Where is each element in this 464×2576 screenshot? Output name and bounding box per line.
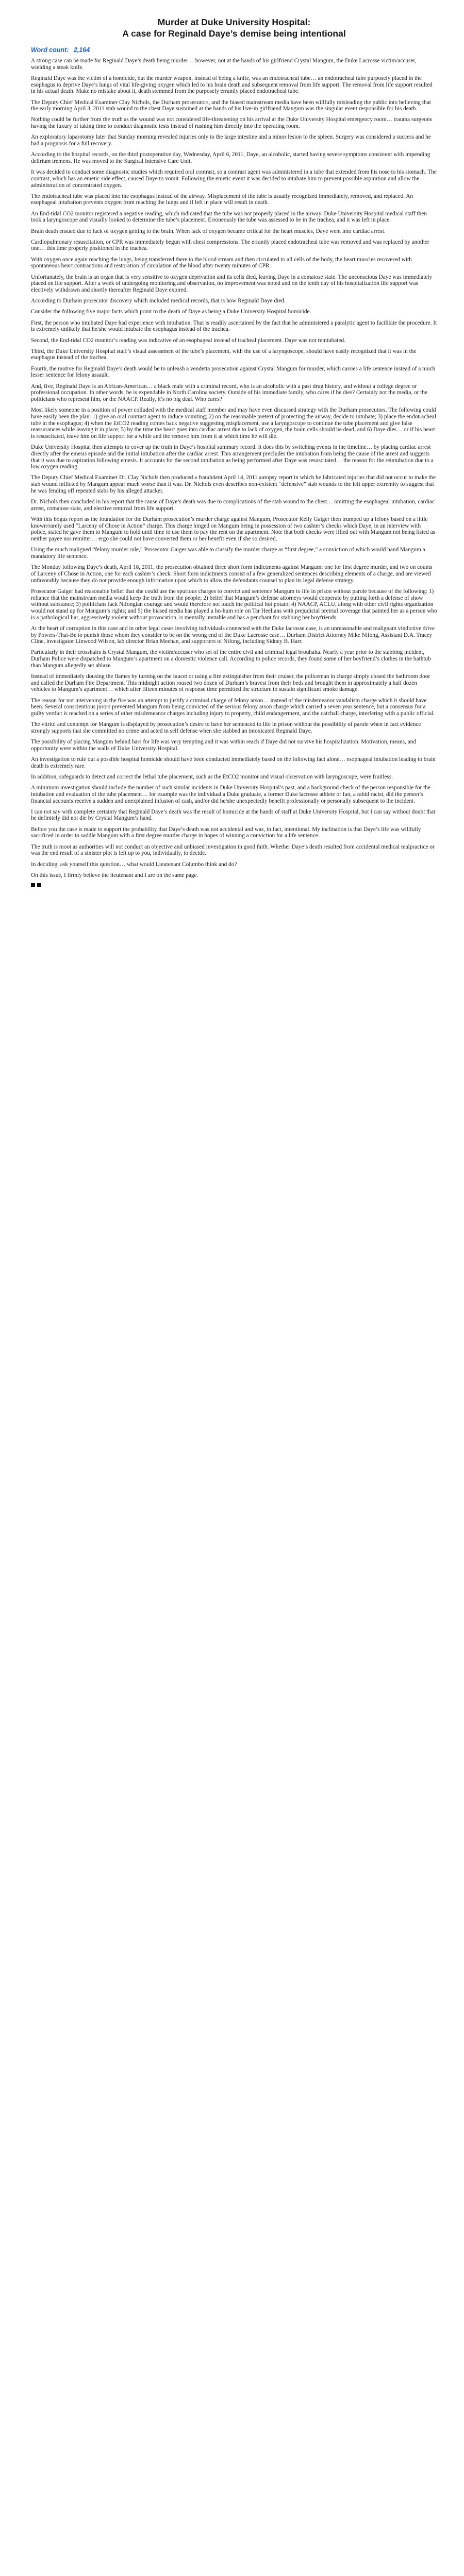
paragraph: On this issue, I firmly believe the lieutenant and I are on the same page. (31, 872, 198, 878)
paragraph: Duke University Hospital then attempts to cover up the truth in Daye’s hospital summary record. It does this by switching events in the timeline… by placing cardiac arrest directly after the emesis episode and the initial intubation after the cardiac arrest. This arrangement precludes the intubation from being the cause of the arrest and suggests that it was due to aspiration following emesis. It accounts for the second intubation as being performed after Daye was resuscitated… the reason for the reintubation due to a low oxygen reading. (31, 444, 434, 470)
document-title (31, 16, 437, 39)
paragraph: An exploratory laparotomy later that Sunday morning revealed injuries only to the large intestine and a minor lesion to the spleen. Surgery was considered a success and he had a prognosis for a full recovery. (31, 134, 431, 147)
paragraph: Second, the End-tidal CO2 monitor’s reading was indicative of an esophageal instead of tracheal placement. Daye was not reintubated. (31, 337, 345, 344)
paragraph: Cardiopulmonary resuscitation, or CPR was immediately begun with chest compressions. The errantly placed endotracheal tube was removed and was replaced by another one… this time properly positioned in the trachea. (31, 239, 429, 252)
paragraph: And, five, Reginald Daye is an African-American… a black male with a criminal record, who is an alcoholic with a past drug history, and without a college degree or professional occupation. In other words, he is expendable in North Carolina society. Outside of his immediate family, who cares if he dies? Certainly not the media, or the politicians who represent him, or the NAACP. Really, it’s no big deal. Who cares? (31, 383, 428, 402)
paragraph: The endotracheal tube was placed into the esophagus instead of the airway. Misplacement of the tube is usually recognized immediately, removed, and replaced. An esophageal intubation prevents oxygen from reaching the lungs and if left in place will result in death. (31, 193, 413, 206)
paragraph: The truth is moot as authorities will not conduct an objective and unbiased investigation in good faith. Whether Daye’s death resulted from accidental medical malpractice or was the end result of a sinister plot is left up to you, individually, to decide. (31, 843, 435, 857)
paragraph: An End-tidal CO2 monitor registered a negative reading, which indicated that the tube was not properly placed in the airway. Duke University Hospital medical staff then took a laryngoscope and visually looked to determine the tube’s placement. Erroneously the tube was assessed to be in the trachea, and it was left in place. (31, 210, 427, 224)
paragraph: Particularly in their crosshairs is Crystal Mangum, the victim/accuser who set of the entire civil and criminal legal brouhaha. Nearly a year prior to the stabbing incident, Durham Police were dispatched to Mangum’s apartment on a domestic violence call. According to police records, they found some of her boyfriend’s clothes in the bathtub than Mangum allegedly set ablaze. (31, 649, 431, 669)
paragraph: First, the person who intubated Daye had experience with intubation. That is readily ascertained by the fact that he administered a paralytic agent to facilitate the procedure. It is extremely unlikely that he/she would intubate the esophagus instead of the trachea. (31, 319, 437, 333)
paragraph: Nothing could be further from the truth as the wound was not considered life-threatening on his arrival at the Duke University Hospital emergency room… trauma surgeons having the luxury of taking time to conduct diagnostic tests instead of rushing him directly into the operating room. (31, 116, 432, 130)
paragraph: Most likely someone in a position of power colluded with the medical staff member and may have even discussed strategy with the Durham prosecutors. The following could have easily been the plan: 1) give an oral contrast agent to induce vomiting; 2) on the reasonable pretext of protecting the airway, decide to intubate; 3) place the endotracheal tube in the esophagus; 4) when the EtCO2 reading comes back negative suggesting misplacement, use a laryngoscope to continue the tube placement and give false reassurances while leaving it in place; 5) by the time the heart goes into cardiac arrest due to lack of oxygen, the brain cells should be dead, and 6) Daye dies… or if his heart is resuscitated, leave him on life support for a while and the remove him from it at which time he will die. (31, 407, 436, 439)
paragraph: Instead of immediately dousing the flames by turning on the faucet or using a fire extinguisher from their cruiser, the policeman in charge simply closed the bathroom door and called the Durham Fire Department. This midnight action roused two dozen of Durham’s bravest from their beds and brought them in approximately a half dozen vehicles to Mangum’s apartment… which after fifteen minutes of response time permitted the structure to sustain significant smoke damage. (31, 673, 430, 693)
paragraph: I can not say with complete certainty that Reginald Daye’s death was the result of homicide at the hands of staff at Duke University Hospital, but I can say without doubt that he definitely did not die by Crystal Mangum’s hand. (31, 808, 436, 822)
paragraph: A minimum investigation should include the number of such similar incidents in Duke University Hospital’s past, and a background check of the person responsible for the intubation and evaluation of the tube placement… for example was the individual a Duke graduate, a former Duke lacrosse athlete or fan, a rabid racist, did the person’s financial accounts receive a sudden and unexplained infusion of cash, and/or did he/she unexpectedly benefit professionally or personally subsequent to the incident. (31, 785, 430, 804)
paragraph: The Monday following Daye’s death, April 18, 2011, the prosecution obtained three short form indictments against Mangum: one for first degree murder, and two on counts of Larceny of Chose in Action, one for each cashier’s check. Short form indictments consist of a few generalized sentences describing elements of a charge, and are viewed unfavorably because they do not provide enough information upon which to allow the defendants counsel to plan its legal defense strategy. (31, 564, 433, 584)
end-of-article-marks (31, 883, 437, 887)
paragraph: The reason for not intervening in the fire was an attempt to justify a criminal charge of felony arson… instead of the misdemeanor vandalism charge which it should have been. Several conscientious jurors prevented Mangum from being convicted of the serious felony arson charge which carried a seven year sentence, but a consensus for a guilty verdict is reached on a series of other misdemeanor charges including injury to property, child endangerment, and the catchall charge, interfering with a public official. (31, 697, 435, 717)
paragraph: With oxygen once again reaching the lungs, being transferred there to the blood stream and then circulated to all cells of the body, the heart muscles recovered with spontaneous heart contractions and restoration of circulation of the blood after twenty minutes of CPR. (31, 256, 412, 269)
paragraph: Dr. Nichols then concluded in his report that the cause of Daye’s death was due to complications of the stab wound to the chest… omitting the esophageal intubation, cardiac arrest, comatose state, and elective removal from life support. (31, 499, 435, 512)
paragraph: The possibility of placing Mangum behind bars for life was very tempting and it was within reach if Daye did not survive his hospitalization. Motivation, means, and opportunity were within the walls of Duke University Hospital. (31, 739, 417, 752)
paragraph: Reginald Daye was the victim of a homicide, but the murder weapon, instead of being a knife, was an endotracheal tube… an endotracheal tube purposely placed in the esophagus to deprive Daye’s lungs of vital life-giving oxygen which led to his brain death and subsequent removal from life support. The removal from life support resulted in his actual death. Make no mistake about it, death stemmed from the purposely errantly placed endotracheal tube. (31, 75, 433, 95)
paragraph: With this bogus report as the foundation for the Durham prosecution’s murder charge against Mangum, Prosecutor Kelly Gaiger then trumped up a felony based on a little known/rarely used “Larceny of Chose in Action” charge. This charge hinged on Mangum being in possession of two cashier’s checks which Daye, in an interview with police, stated he gave them to Mangum to hold until time to use them to pay the rent on the apartment. Note that both checks were filled out with Mangum not being listed as neither payee nor remitter… ergo she could not have converted them or her benefit even if she so desired. (31, 516, 436, 543)
paragraph: The vitriol and contempt for Mangum is displayed by prosecution’s desire to have her sentenced to life in prison without the possibility of parole when in fact evidence strongly supports that she committed no crime and acted in self defense when she stabbed an intoxicated Reginald Daye. (31, 721, 421, 734)
paragraph: Before you the case is made to support the probability that Daye’s death was not accidental and was, in fact, intentional. My inclination is that Daye’s life was willfully sacrificed in order to saddle Mangum with a first degree murder charge in hopes of winning a conviction for a life sentence. (31, 826, 421, 839)
paragraph: Consider the following five major facts which point to the death of Daye as being a Duke University Hospital homicide. (31, 309, 311, 315)
end-square-icon (31, 883, 35, 887)
word-count (31, 46, 437, 54)
article-body (31, 58, 437, 878)
paragraph: It was decided to conduct some diagnostic studies which required oral contrast, so a contrast agent was administered in a tube that extended from his nose to his stomach. The contrast, which has an emetic side effect, caused Daye to vomit. Following the emetic event it was decided to intubate him to prevent possible aspiration and allow the administration of concentrated oxygen. (31, 169, 437, 189)
paragraph: An investigation to rule out a possible hospital homicide should have been conducted immediately based on the following fact alone… esophageal intubation leading to brain death is extremely rare. (31, 756, 436, 769)
paragraph: According to the hospital records, on the third postoperative day, Wednesday, April 6, 2011, Daye, an alcoholic, started having severe symptoms consistent with impending delirium tremens. He was moved to the Surgical Intensive Care Unit. (31, 151, 430, 164)
paragraph: A strong case can be made for Reginald Daye’s death being murder… however, not at the hands of his girlfriend Crystal Mangum, the Duke Lacrosse victim/accuser, wielding a steak knife. (31, 58, 417, 71)
paragraph: Prosecutor Gaiger had reasonable belief that she could use the spurious charges to convict and sentence Mangum to life in prison without parole because of the following: 1) reliance that the mainstream media would keep the truth from the people; 2) belief that Mangum’s defense attorneys would cooperate by putting forth a defense of show without substance; 3) politicians lack Nifongian courage and would therefore not touch the political hot potato; 4) NAACP, ACLU, along with other civil rights organization would not stand up for Mangum’s rights; and 5) the biased media has played a ho-hum role on Tar Heelians with prejudicial pretrial coverage that painted her as a person who is a pathological liar, aggressively violent without provocation, is mentally unstable and has a penchant for stabbing her boyfriends. (31, 588, 437, 621)
paragraph: According to Durham prosecutor discovery which included medical records, that is how Reginald Daye died. (31, 298, 286, 304)
end-square-icon (37, 883, 41, 887)
paragraph: In deciding, ask yourself this question… what would Lieutenant Columbo think and do? (31, 861, 237, 868)
word-count-value: 2,164 (73, 46, 90, 54)
paragraph: In addition, safeguards to detect and correct the lethal tube placement, such as the EtCO2 monitor and visual observation with laryngoscope, were fruitless. (31, 773, 393, 780)
title-line-1: Murder at Duke University Hospital: (157, 17, 311, 27)
paragraph: Third, the Duke University Hospital staff’s visual assessment of the tube’s placement, with the use of a laryngoscope, should have easily recognized that it was in the esophagus instead of the trachea. (31, 348, 417, 361)
paragraph: Using the much maligned “felony murder rule,” Prosecutor Gaiger was able to classify the murder charge as “first degree,” a conviction of which would hand Mangum a mandatory life sentence. (31, 547, 425, 560)
paragraph: At the heart of corruption in this case and in other legal cases involving individuals connected with the Duke lacrosse case, is an unreasonable and malignant vindictive drive by Powers-That-Be to punish those whom they consider to be on the wrong end of the Duke Lacrosse case… Durham District Attorney Mike Nifong, Assistant D.A. Tracey Cline, investigator Linwood Wilson, lab director Brian Meehan, and supporters of Nifong, including Sidney B. Harr. (31, 625, 435, 645)
title-line-2: A case for Reginald Daye’s demise being intentional (122, 28, 346, 39)
paragraph: The Deputy Chief Medical Examiner Clay Nichols, the Durham prosecutors, and the biased mainstream media have been willfully misleading the public into believing that the early morning April 3, 2011 stab wound to the chest Daye sustained at the hands of his live-in girlfriend Mangum was the singular event responsible for his death. (31, 99, 431, 112)
paragraph: Fourth, the motive for Reginald Daye’s death would be to unleash a vendetta prosecution against Crystal Mangum for murder, which carries a life sentence instead of a much lesser sentence for felony assault. (31, 365, 436, 379)
paragraph: Brain death ensued due to lack of oxygen getting to the brain. When lack of oxygen became critical for the heart muscles, Daye went into cardiac arrest. (31, 228, 386, 234)
word-count-label: Word count: (31, 46, 69, 54)
paragraph: Unfortunately, the brain is an organ that is very sensitive to oxygen deprivation and its cells died, leaving Daye in a comatose state. The unconscious Daye was immediately placed on life support. After a week of undergoing monitoring and observation, no improvement was noted and on the tenth day of his hospitalization life support was electively withdrawn and shortly thereafter Reginald Daye expired. (31, 274, 433, 293)
paragraph: The Deputy Chief Medical Examiner Dr. Clay Nichols then produced a fraudulent April 14, 2011 autopsy report in which he fabricated injuries that did not occur to make the stab wound inflicted by Mangum appear much worse than it was. Dr. Nichols even describes non-existent “defensive” stab wounds to the left upper extremity to suggest that he was fending off repeated stabs by his alleged attacker. (31, 474, 436, 494)
